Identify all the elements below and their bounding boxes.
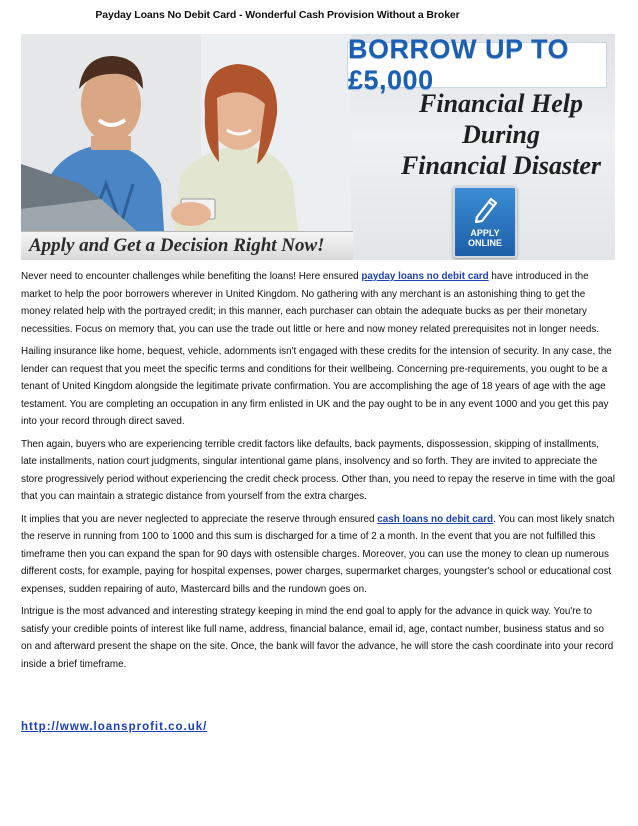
payday-loans-link[interactable]: payday loans no debit card — [361, 271, 489, 282]
headline-text: BORROW UP TO £5,000 — [348, 34, 570, 95]
paragraph-4 — [21, 511, 617, 599]
apply-online-label — [455, 228, 515, 248]
paragraph-2: Hailing insurance like home, bequest, vehicle, adornments isn't engaged with these credits for the intension of security. In any case, the lender can request that you meet the specific terms and conditions for their wellbeing. Concerning pre-requirements, you ought to be a tenant of United Kingdom alongside the legitimate private confirmation. You are accomplishing the age of 18 years of age with the age testament. You are completing an occupation in any firm enlisted in UK and the pay ought to be in any event 1000 and you get this pay into your record through direct saved. — [21, 346, 612, 427]
subhead-line-2: Financial Disaster — [400, 151, 602, 180]
paragraph-1-intro: Never need to encounter challenges while benefiting the loans! Here ensured — [21, 271, 362, 282]
borrow-headline — [347, 34, 607, 95]
apply-online-button[interactable] — [453, 186, 517, 258]
paragraph-4-intro: It implies that you are never neglected to appreciate the reserve through ensured — [21, 513, 378, 525]
apply-label-line-2: ONLINE — [467, 238, 502, 248]
promo-banner[interactable] — [21, 34, 615, 260]
apply-label-line-1: APPLY — [470, 228, 500, 238]
paragraph-1 — [21, 268, 617, 338]
cta-strip — [21, 231, 353, 260]
cta-text: Apply and Get a Decision Right Now! — [29, 235, 325, 256]
pen-icon — [469, 193, 501, 225]
couple-laptop-photo — [21, 34, 351, 260]
cash-loans-link[interactable]: cash loans no debit card — [377, 513, 494, 525]
paragraph-4-rest: . You can most likely snatch the reserve in running from 100 to 1000 and this sum is discharged for a time of 2 a month. In the event that you are not fulfilled this timeframe then you can expand the span for 90 days with ostensible charges. Moreover, you can use the money to clean up numerous different costs, for example, paying for hospital expenses, power charges, supermarket charges, youngster's school or educational cost expenses, sudden repairing of auto, Mastercard bills and the rundown goes on. — [21, 513, 615, 595]
banner-subhead — [381, 88, 615, 181]
paragraph-1-rest: have introduced in the market to help the poor borrowers wherever in United Kingdom. No gathering with any merchant is an astonishing thing to get the money related help with the portrayed credit; in this manner, each purchaser can obtain the adequate bucks as per their monetary necessities. Focus on memory that, you can use the trade out little or here and now money related prerequisites not in longer needs. — [21, 271, 600, 335]
document-title: Payday Loans No Debit Card - Wonderful Cash Provision Without a Broker — [95, 9, 460, 21]
paragraph-3: Then again, buyers who are experiencing terrible credit factors like defaults, back payments, dispossession, skipping of installments, late installments, nation court judgments, singular intentional game plans, insolvency and so forth. They are invited to appreciate the store progressively period without experiencing the credit check process. Other than, you need to repay the reserve in time with the goal that you can maintain a strategic distance from yourself from the extra charges. — [21, 438, 615, 502]
article-body — [21, 268, 617, 678]
website-url-link[interactable]: http://www.loansprofit.co.uk/ — [21, 721, 208, 733]
paragraph-5: Intrigue is the most advanced and interesting strategy keeping in mind the end goal to apply for the advance in quick way. You're to satisfy your credible points of interest like full name, address, financial balance, email id, age, contact number, business status and so on and afterward present the shape on the site. Once, the bank will favor the advance, he will store the cash coordinate into your record inside a brief timeframe. — [21, 606, 614, 670]
subhead-line-1: Financial Help During — [419, 89, 583, 149]
